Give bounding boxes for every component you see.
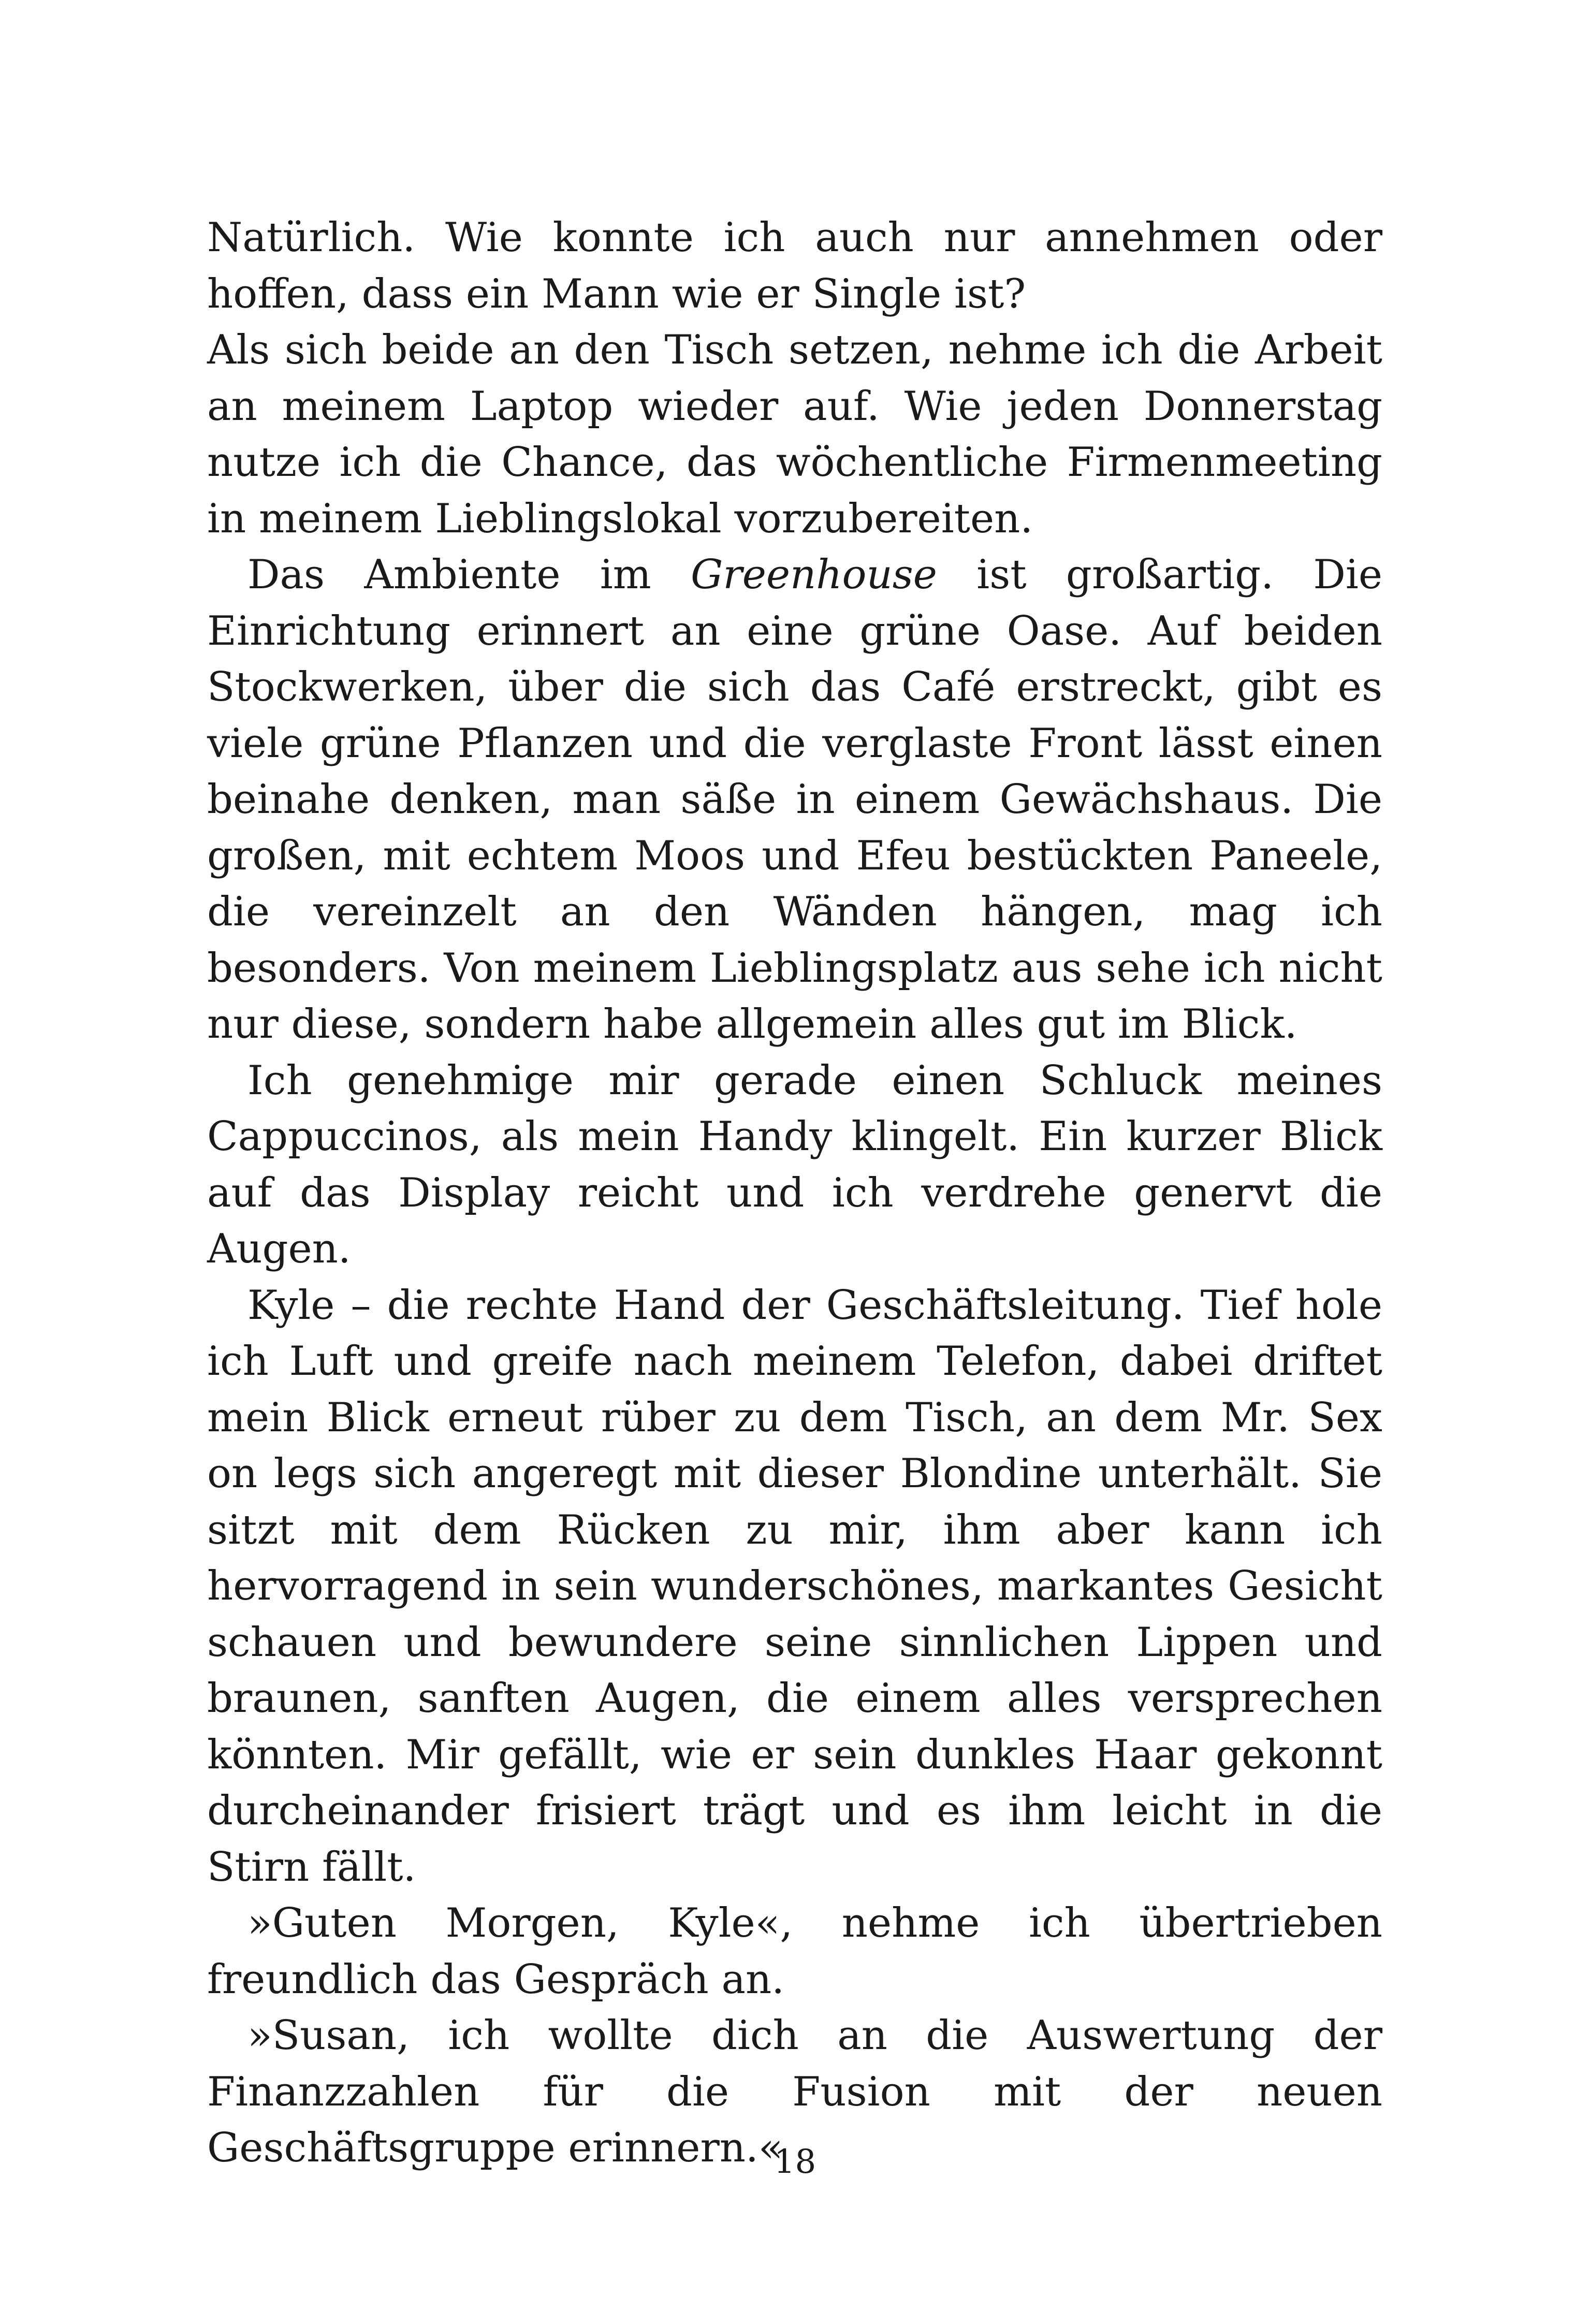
page-number: 18 <box>774 2143 816 2181</box>
cafe-name-emphasis: Greenhouse <box>691 551 937 598</box>
paragraph-4: Ich genehmige mir gerade einen Schluck meines Cappuccinos, als mein Handy klingelt. Ein kurzer Blick auf das Display reicht und ich verdrehe genervt die Augen. <box>207 1057 1382 1272</box>
body-text <box>207 210 1382 2176</box>
paragraph-7: »Susan, ich wollte dich an die Auswertung der Finanzzahlen für die Fusion mit der neuen Geschäftsgruppe erinnern.« <box>207 2012 1382 2171</box>
paragraph-3 <box>207 547 1382 1053</box>
paragraph-2: Als sich beide an den Tisch setzen, nehme ich die Arbeit an meinem Laptop wieder auf. Wie jeden Donnerstag nutze ich die Chance, das wöchentliche Firmenmeeting in meinem Lieblingslokal vorzubereiten. <box>207 327 1382 542</box>
paragraph-3-start: Das Ambiente im <box>247 551 691 598</box>
paragraph-5: Kyle – die rechte Hand der Geschäftsleitung. Tief hole ich Luft und greife nach meinem Telefon, dabei driftet mein Blick erneut rüber zu dem Tisch, an dem Mr. Sex on legs sich angeregt mit dieser Blondine unterhält. Sie sitzt mit dem Rücken zu mir, ihm aber kann ich hervorragend in sein wunderschönes, markantes Gesicht schauen und bewundere seine sinnlichen Lippen und braunen, sanften Augen, die einem alles versprechen könnten. Mir gefällt, wie er sein dunkles Haar gekonnt durcheinander frisiert trägt und es ihm leicht in die Stirn fällt. <box>207 1282 1382 1891</box>
paragraph-6: »Guten Morgen, Kyle«, nehme ich übertrieben freundlich das Gespräch an. <box>207 1900 1382 2003</box>
paragraph-1: Natürlich. Wie konnte ich auch nur annehmen oder hoffen, dass ein Mann wie er Single ist? <box>207 214 1382 317</box>
paragraph-3-rest: ist großartig. Die Einrichtung erinnert an eine grüne Oase. Auf beiden Stockwerken, über die sich das Café erstreckt, gibt es viele grüne Pflanzen und die verglaste Front lässt einen beinahe denken, man säße in einem Gewächshaus. Die großen, mit echtem Moos und Efeu bestückten Paneele, die vereinzelt an den Wänden hängen, mag ich besonders. Von meinem Lieblingsplatz aus sehe ich nicht nur diese, sondern habe allgemein alles gut im Blick. <box>207 551 1382 1048</box>
